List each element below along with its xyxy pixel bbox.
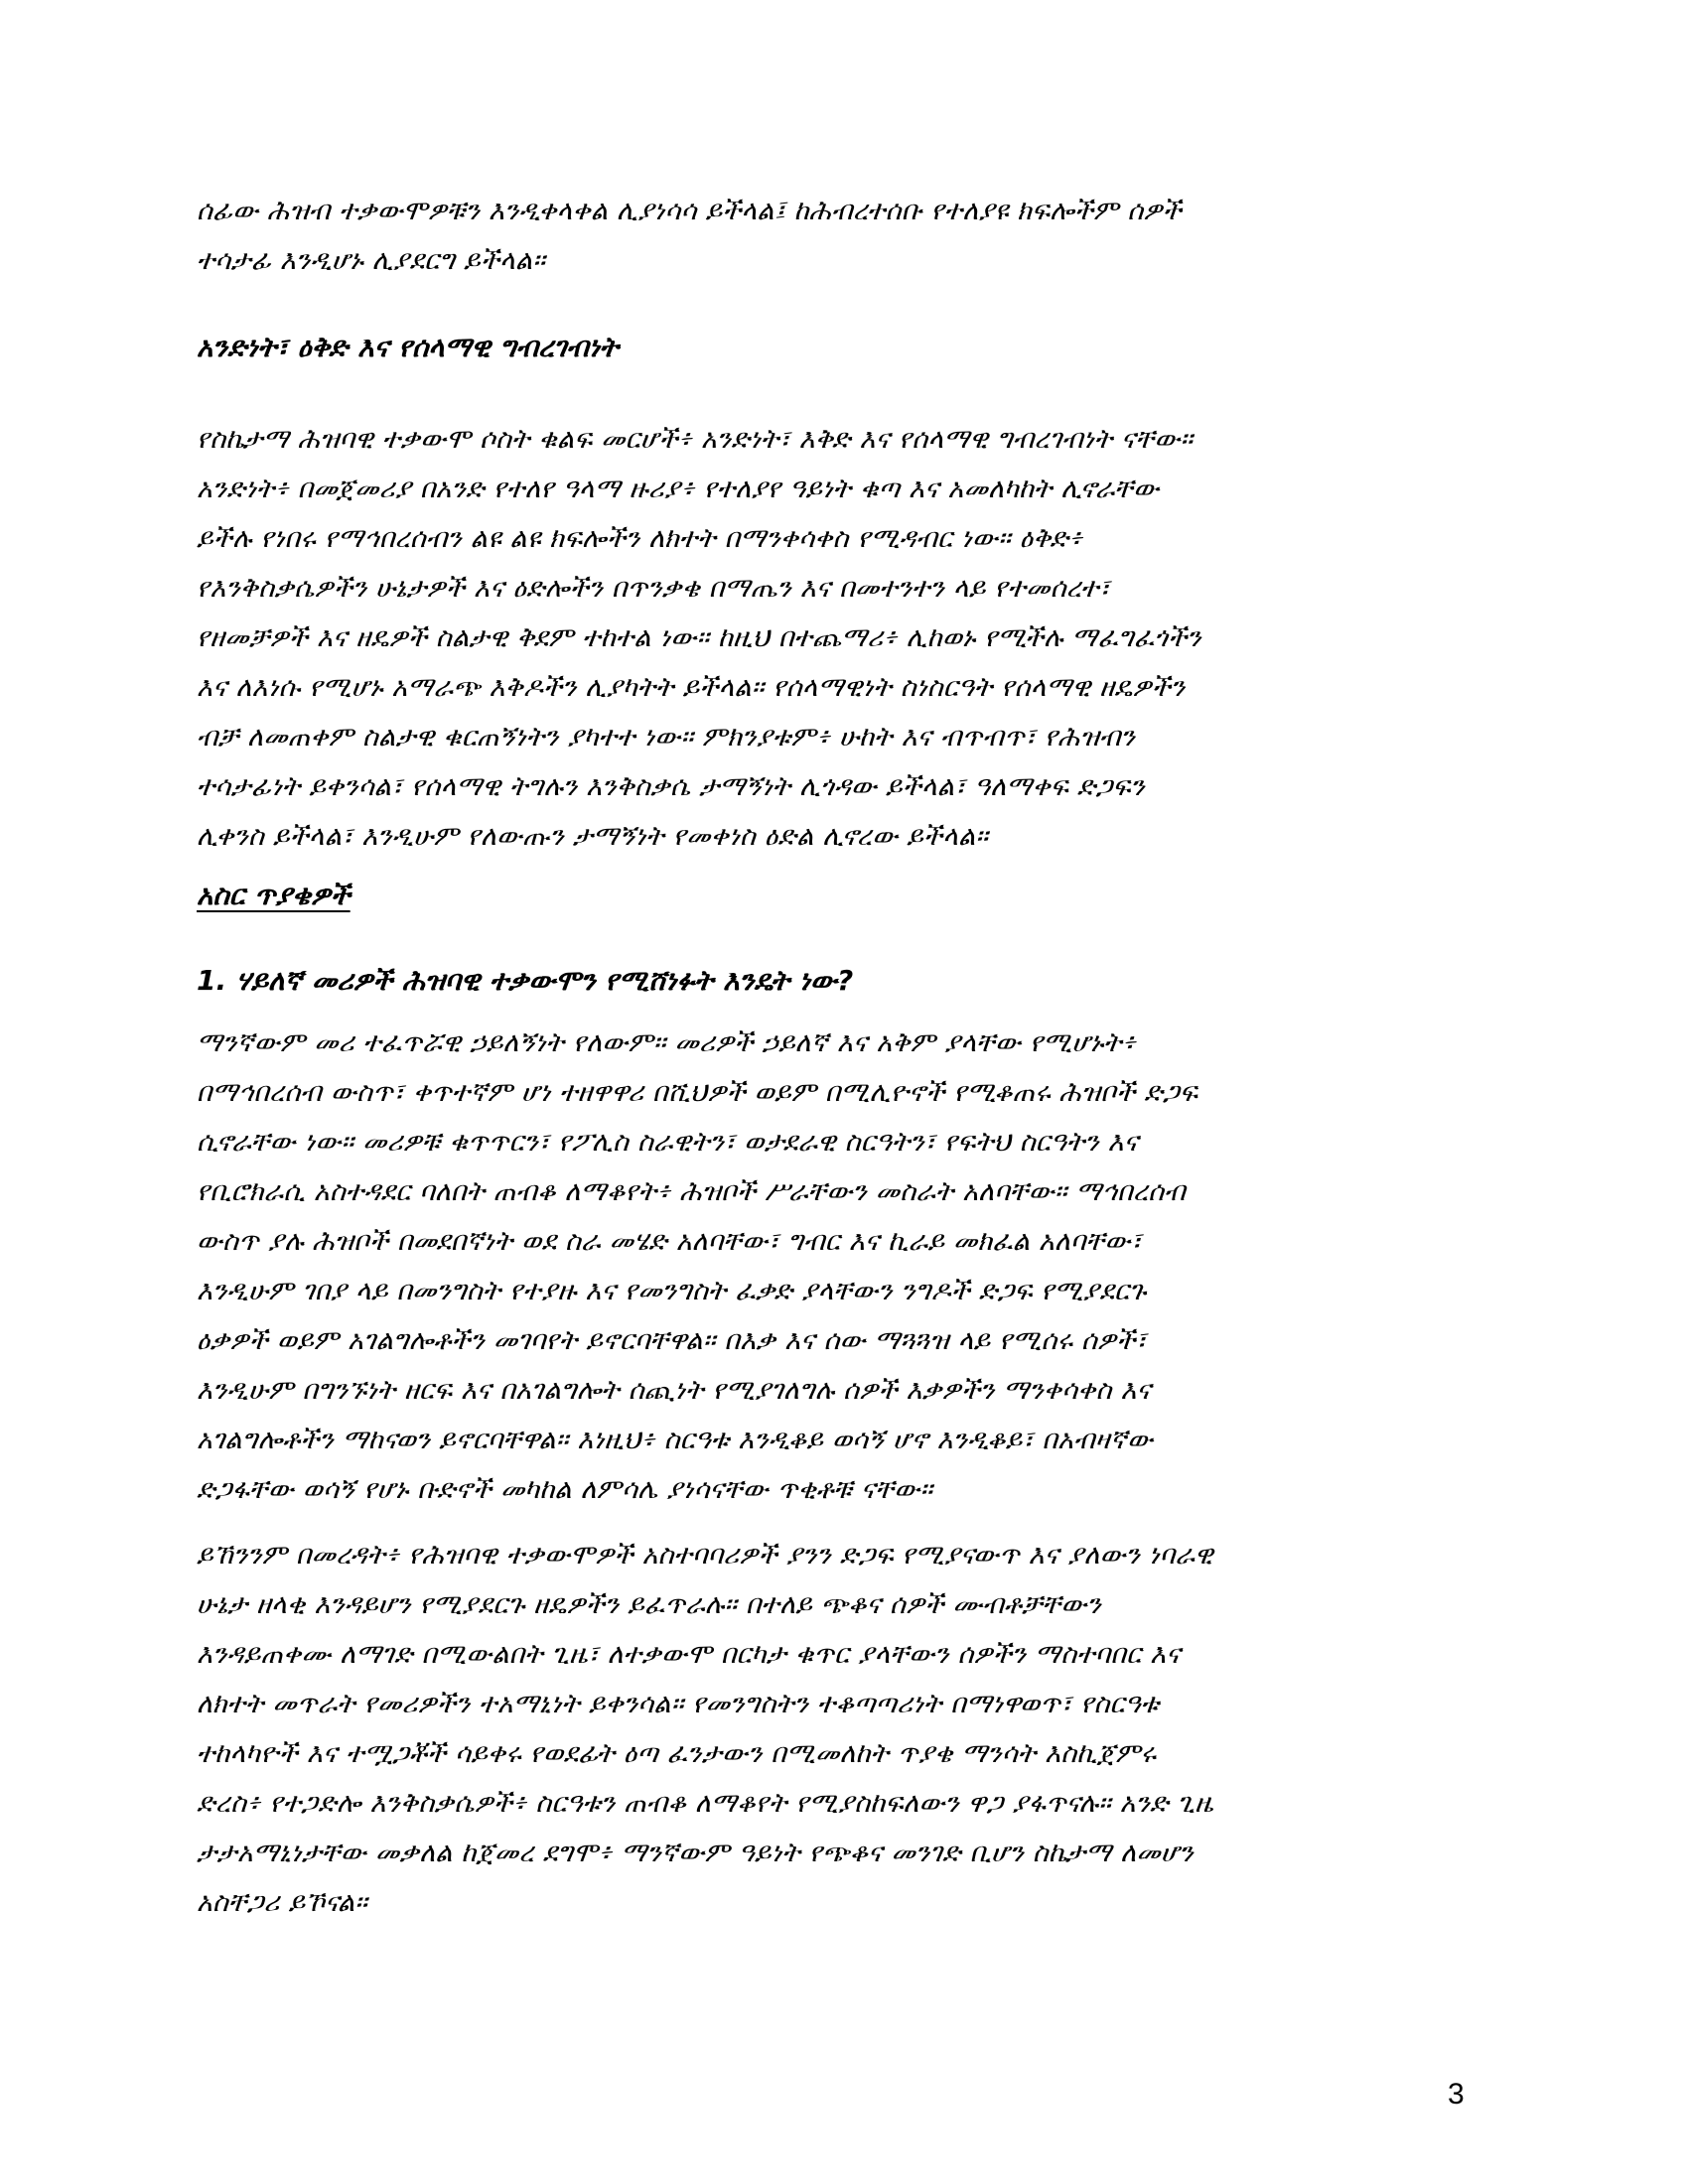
question-1-paragraph-2: ይኸንንም በመረዳት፥ የሕዝባዊ ተቃውሞዎች አስተባባሪዎች ያንን ድጋፍ የሚያናውጥ እና ያለውን ነባራዊ ሁኔታ ዘላቂ እንዳይሆን የሚያደርጉ ዘዴዎችን ይፈጥራሉ። በተለይ ጭቆና ሰዎች ሙብቶቻቸውን እንዳይጠቀሙ ለማገድ በሚውልበት ጊዜ፣ ለተቃውሞ በርካታ ቁጥር ያላቸውን ሰዎችን ማስተባበር እና ለክተት መጥራት የመሪዎችን ተአማኒነት ይቀንሳል። የመንግስትን ተቆጣጣሪነት በማነዋወጥ፣ የስርዓቱ ተከላካዮች እና ተሟጋቾች ሳይቀሩ የወደፊት ዕጣ ፈንታውን በሚመለከት ጥያቄ ማንሳት እስኪጀምሩ ድረስ፥ የተጋድሎ እንቅስቃሴዎች፥ ስርዓቱን ጠብቆ ለማቆየት የሚያስከፍለውን ዋጋ ያፋጥናሉ። አንድ ጊዜ ታታአማኒነታቸው መቃለል ከጀመረ ደግሞ፥ ማንኛውም ዓይነት የጭቆና መንገድ ቢሆን ስኬታማ ለመሆን አስቸጋሪ ይኾናል። <box>197 1540 1213 1918</box>
question-1-paragraph-1: ማንኛውም መሪ ተፈጥሯዊ ኃይለኝነት የለውም። መሪዎች ኃይለኛ እና አቅም ያላቸው የሚሆኑት፥ በማኅበረሰብ ውስጥ፣ ቀጥተኛም ሆነ ተዘዋዋሪ በሺህዎች ወይም በሚሊዮኖች የሚቆጠሩ ሕዝቦች ድጋፍ ሲኖራቸው ነው። መሪዎቹ ቁጥጥርን፣ የፖሊስ ስራዊትን፣ ወታደራዊ ስርዓትን፣ የፍትህ ስርዓትን እና የቢሮክራሲ አስተዳደር ባለበት ጠብቆ ለማቆየት፥ ሕዝቦች ሥራቸውን መስራት አለባቸው። ማኅበረሰብ ውስጥ ያሉ ሕዝቦች በመደበኛነት ወደ ስራ መሄድ አለባቸው፣ ግብር እና ኪራይ መክፈል አለባቸው፣ እንዲሁም ገበያ ላይ በመንግስት የተያዙ እና የመንግስት ፈቃድ ያላቸውን ንግዶች ድጋፍ የሚያደርጉ ዕቃዎች ወይም አገልግሎቶችን መገባየት ይኖርባቸዋል። በእቃ እና ሰው ማጓጓዝ ላይ የሚሰሩ ሰዎች፣ እንዲሁም በግንኙነት ዘርፍ እና በአገልግሎት ሰጪነት የሚያገለግሉ ሰዎች እቃዎችን ማንቀሳቀስ እና አገልግሎቶችን ማከናወን ይኖርባቸዋል። እነዚህ፥ ስርዓቱ እንዲቆይ ወሳኝ ሆኖ እንዲቆይ፣ በአብዛኛው ድጋፋቸው ወሳኝ የሆኑ ቡድኖች መካከል ለምሳሌ ያነሳናቸው ጥቂቶቹ ናቸው። <box>197 1027 1198 1505</box>
section-heading-unity: አንድነት፣ ዕቅድ እና የሰላማዊ ግብረገብነት <box>197 331 619 363</box>
section-heading-ten-questions: አስር ጥያቄዎች <box>197 879 351 911</box>
unity-paragraph: የስኬታማ ሕዝባዊ ተቃውሞ ሶስት ቁልፍ መርሆች፥ አንድነት፣ እቅድ እና የሰላማዊ ግብረገብነት ናቸው። አንድነት፥ በመጀመሪያ በአንድ የተለየ ዓላማ ዙሪያ፥ የተለያየ ዓይነት ቁጣ እና አመለካከት ሊኖራቸው ይችሉ የነበሩ የማኅበረሰብን ልዩ ልዩ ክፍሎችን ለክተት በማንቀሳቀስ የሚዳብር ነው። ዕቅድ፥ የእንቅስቃሴዎችን ሁኔታዎች እና ዕድሎችን በጥንቃቄ በማጤን እና በመተንተን ላይ የተመሰረተ፣ የዘመቻዎች እና ዘዴዎች ስልታዊ ቅደም ተከተል ነው። ከዚህ በተጨማሪ፥ ሊከወኑ የሚችሉ ማፈግፈጎችን እና ለእነሱ የሚሆኑ አማራጭ እቅዶችን ሊያካትት ይችላል። የሰላማዊነት ስነስርዓት የሰላማዊ ዘዴዎችን ብቻ ለመጠቀም ስልታዊ ቁርጠኝነትን ያካተተ ነው። ምክንያቱም፥ ሁከት እና ብጥብጥ፣ የሕዝብን ተሳታፊነት ይቀንሳል፣ የሰላማዊ ትግሉን እንቅስቃሴ ታማኝነት ሊጎዳው ይችላል፣ ዓለማቀፍ ድጋፍን ሊቀንስ ይችላል፣ እንዲሁም የለውጡን ታማኝነት የመቀነስ ዕድል ሊኖረው ይችላል። <box>197 424 1201 852</box>
question-1-heading: 1. ሃይለኛ መሪዎች ሕዝባዊ ተቃውሞን የሚሸነፉት እንዴት ነው? <box>197 964 854 997</box>
intro-paragraph: ሰፊው ሕዝብ ተቃውሞዎቹን እንዲቀላቀል ሊያነሳሳ ይችላል፤ ከሕብረተሰቡ የተለያዩ ክፍሎችም ሰዎች ተሳታፊ እንዲሆኑ ሊያደርግ ይችላል። <box>197 196 1182 276</box>
page-number: 3 <box>1448 2078 1465 2111</box>
